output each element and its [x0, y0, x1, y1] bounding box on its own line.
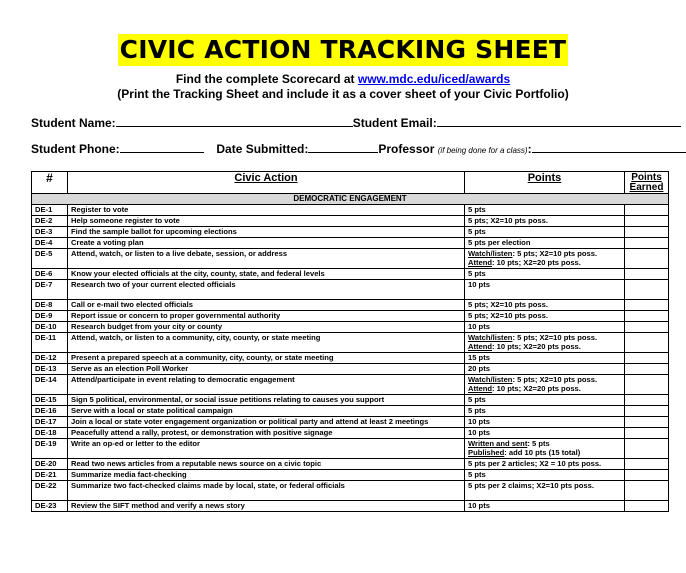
points-line-prefix: Watch/listen: [468, 375, 513, 384]
header-points: Points: [465, 172, 625, 194]
row-number: DE-19: [32, 439, 68, 459]
row-points: [465, 353, 625, 364]
row-action: Know your elected officials at the city, county, state, and federal levels: [68, 269, 465, 280]
table-row: [32, 375, 669, 395]
row-action: Help someone register to vote: [68, 216, 465, 227]
row-points: [465, 300, 625, 311]
points-line: [468, 342, 621, 351]
points-earned-cell[interactable]: [625, 311, 669, 322]
points-line-prefix: Watch/listen: [468, 333, 513, 342]
points-line-text: 5 pts: [468, 269, 486, 278]
points-line-text: 10 pts: [468, 428, 490, 437]
row-action: Summarize two fact-checked claims made by local, state, or federal officials: [68, 481, 465, 501]
table-row: [32, 205, 669, 216]
row-action: Summarize media fact-checking: [68, 470, 465, 481]
row-number: DE-17: [32, 417, 68, 428]
points-line-text: : 5 pts; X2=10 pts poss.: [512, 375, 598, 384]
points-line-text: 20 pts: [468, 364, 490, 373]
student-name-field[interactable]: [116, 114, 353, 127]
professor-field[interactable]: [532, 140, 686, 153]
row-number: DE-11: [32, 333, 68, 353]
civic-action-table: [31, 171, 669, 512]
points-line: [468, 311, 621, 320]
form-row-phone-date-professor: [31, 140, 686, 156]
points-line-text: : add 10 pts (15 total): [504, 448, 581, 458]
row-points: [465, 311, 625, 322]
row-number: DE-6: [32, 269, 68, 280]
row-action: Join a local or state voter engagement organization or political party and attend at least 2 meetings: [68, 417, 465, 428]
row-number: DE-9: [32, 311, 68, 322]
points-earned-cell[interactable]: [625, 395, 669, 406]
table-row: [32, 428, 669, 439]
row-points: [465, 417, 625, 428]
row-action: Sign 5 political, environmental, or social issue petitions relating to causes you support: [68, 395, 465, 406]
points-line-text: 5 pts: [468, 470, 486, 479]
row-points: [465, 470, 625, 481]
row-number: DE-5: [32, 249, 68, 269]
row-action: Research budget from your city or county: [68, 322, 465, 333]
row-action: Read two news articles from a reputable news source on a civic topic: [68, 459, 465, 470]
points-earned-cell[interactable]: [625, 216, 669, 227]
title-wrap: [0, 0, 686, 66]
row-action: Attend/participate in event relating to democratic engagement: [68, 375, 465, 395]
row-action: Serve with a local or state political campaign: [68, 406, 465, 417]
student-name-label: Student Name:: [31, 116, 116, 130]
points-line: [468, 333, 621, 342]
points-line-text: 10 pts: [468, 322, 490, 331]
row-action: Write an op-ed or letter to the editor: [68, 439, 465, 459]
points-line-text: 5 pts: [468, 395, 486, 404]
points-earned-cell[interactable]: [625, 205, 669, 216]
scorecard-link[interactable]: www.mdc.edu/iced/awards: [357, 72, 511, 86]
table-row: [32, 216, 669, 227]
points-line-text: : 10 pts; X2=20 pts poss.: [492, 384, 581, 394]
student-phone-field[interactable]: [120, 140, 204, 153]
header-earned-line1: Points: [631, 172, 662, 183]
points-earned-cell[interactable]: [625, 406, 669, 417]
row-points: [465, 322, 625, 333]
row-points: [465, 439, 625, 459]
points-line-text: 5 pts; X2=10 pts poss.: [468, 300, 548, 309]
points-earned-cell[interactable]: [625, 269, 669, 280]
points-earned-cell[interactable]: [625, 364, 669, 375]
professor-note: (if being done for a class): [437, 146, 528, 155]
points-line: [468, 227, 621, 236]
table-row: [32, 364, 669, 375]
points-earned-cell[interactable]: [625, 227, 669, 238]
points-line-prefix: Watch/listen: [468, 249, 513, 258]
header-points-earned: [625, 172, 669, 194]
points-line-text: 5 pts; X2=10 pts poss.: [468, 216, 548, 225]
points-line-text: 5 pts: [468, 227, 486, 236]
row-number: DE-22: [32, 481, 68, 501]
row-action: Research two of your current elected officials: [68, 280, 465, 300]
row-number: DE-15: [32, 395, 68, 406]
points-line: [468, 501, 621, 510]
row-number: DE-16: [32, 406, 68, 417]
points-line: [468, 406, 621, 415]
points-line: [468, 459, 621, 468]
points-earned-cell[interactable]: [625, 333, 669, 353]
table-row: [32, 470, 669, 481]
points-earned-cell[interactable]: [625, 375, 669, 395]
table-row: [32, 459, 669, 470]
row-number: DE-3: [32, 227, 68, 238]
points-earned-cell[interactable]: [625, 470, 669, 481]
row-action: Review the SIFT method and verify a news story: [68, 501, 465, 512]
row-points: [465, 481, 625, 501]
row-number: DE-20: [32, 459, 68, 470]
points-line-text: 5 pts; X2=10 pts poss.: [468, 311, 548, 320]
row-points: [465, 364, 625, 375]
row-number: DE-12: [32, 353, 68, 364]
student-email-field[interactable]: [437, 114, 681, 127]
points-line: [468, 249, 621, 258]
table-row: [32, 227, 669, 238]
points-line-text: 10 pts: [468, 280, 490, 289]
instruction-text: (Print the Tracking Sheet and include it as a cover sheet of your Civic Portfolio): [117, 87, 569, 101]
row-number: DE-13: [32, 364, 68, 375]
row-points: [465, 269, 625, 280]
table-row: [32, 353, 669, 364]
scorecard-prefix: Find the complete Scorecard at: [175, 72, 358, 86]
points-earned-cell[interactable]: [625, 428, 669, 439]
points-line: [468, 280, 621, 289]
table-row: [32, 269, 669, 280]
row-number: DE-18: [32, 428, 68, 439]
points-line: [468, 439, 621, 448]
date-submitted-label: Date Submitted:: [216, 142, 309, 156]
table-row: [32, 417, 669, 428]
row-points: [465, 406, 625, 417]
points-line: [468, 417, 621, 426]
points-line-prefix: Attend: [468, 342, 493, 352]
points-line: [468, 353, 621, 362]
points-line-text: 5 pts: [468, 406, 486, 415]
points-line: [468, 470, 621, 479]
points-earned-cell[interactable]: [625, 459, 669, 470]
row-points: [465, 238, 625, 249]
points-line: [468, 216, 621, 225]
points-line-text: 5 pts: [468, 205, 486, 214]
points-line-prefix: Attend: [468, 384, 493, 394]
header-earned-line2: Earned: [629, 182, 664, 193]
points-line-text: : 10 pts; X2=20 pts poss.: [492, 258, 581, 268]
points-line-text: : 5 pts: [527, 439, 550, 448]
date-submitted-field[interactable]: [308, 140, 378, 153]
points-line: [468, 481, 621, 490]
row-points: [465, 280, 625, 300]
points-line: [468, 395, 621, 404]
points-line: [468, 300, 621, 309]
table-row: [32, 311, 669, 322]
points-line-prefix: Published: [468, 448, 505, 458]
page-title: CIVIC ACTION TRACKING SHEET: [119, 35, 567, 64]
form-row-name-email: [31, 114, 681, 130]
points-line-text: : 10 pts; X2=20 pts poss.: [492, 342, 581, 352]
table-row: [32, 395, 669, 406]
header-action: Civic Action: [68, 172, 465, 194]
row-number: DE-14: [32, 375, 68, 395]
row-points: [465, 428, 625, 439]
row-number: DE-1: [32, 205, 68, 216]
row-number: DE-10: [32, 322, 68, 333]
points-line: [468, 238, 621, 247]
points-line-text: : 5 pts; X2=10 pts poss.: [512, 333, 598, 342]
points-line-text: 15 pts: [468, 353, 490, 362]
points-earned-cell[interactable]: [625, 300, 669, 311]
points-line-text: 5 pts per 2 claims; X2=10 pts poss.: [468, 481, 594, 490]
section-label: DEMOCRATIC ENGAGEMENT: [32, 194, 669, 205]
points-line: [468, 384, 621, 393]
points-line: [468, 258, 621, 267]
row-points: [465, 375, 625, 395]
points-earned-cell[interactable]: [625, 353, 669, 364]
points-earned-cell[interactable]: [625, 280, 669, 300]
table-row: [32, 322, 669, 333]
table-row: [32, 481, 669, 501]
points-line-text: 10 pts: [468, 417, 490, 426]
row-action: Register to vote: [68, 205, 465, 216]
student-phone-label: Student Phone:: [31, 142, 120, 156]
row-action: Attend, watch, or listen to a community, city, county, or state meeting: [68, 333, 465, 353]
table-row: [32, 280, 669, 300]
row-points: [465, 395, 625, 406]
section-row: [32, 194, 669, 205]
table-row: [32, 238, 669, 249]
points-line: [468, 364, 621, 373]
points-line: [468, 448, 621, 457]
points-line-text: 5 pts per election: [468, 238, 531, 247]
points-line: [468, 269, 621, 278]
points-earned-cell[interactable]: [625, 322, 669, 333]
points-earned-cell[interactable]: [625, 249, 669, 269]
points-earned-cell[interactable]: [625, 238, 669, 249]
row-action: Peacefully attend a rally, protest, or demonstration with positive signage: [68, 428, 465, 439]
row-number: DE-4: [32, 238, 68, 249]
student-email-label: Student Email:: [352, 116, 437, 130]
table-row: [32, 501, 669, 512]
professor-colon: :: [527, 142, 532, 156]
table-header-row: [32, 172, 669, 194]
points-line: [468, 375, 621, 384]
row-action: Serve as an election Poll Worker: [68, 364, 465, 375]
points-earned-cell[interactable]: [625, 439, 669, 459]
row-number: DE-21: [32, 470, 68, 481]
points-earned-cell[interactable]: [625, 481, 669, 501]
table-row: [32, 249, 669, 269]
row-points: [465, 501, 625, 512]
table-row: [32, 300, 669, 311]
points-line: [468, 428, 621, 437]
points-line-text: 5 pts per 2 articles; X2 = 10 pts poss.: [468, 459, 602, 468]
row-number: DE-23: [32, 501, 68, 512]
row-action: Call or e-mail two elected officials: [68, 300, 465, 311]
row-points: [465, 216, 625, 227]
points-line-text: 10 pts: [468, 501, 490, 510]
row-action: Report issue or concern to proper governmental authority: [68, 311, 465, 322]
table-row: [32, 333, 669, 353]
row-points: [465, 249, 625, 269]
header-num: #: [32, 172, 68, 194]
table-row: [32, 406, 669, 417]
points-line: [468, 322, 621, 331]
row-number: DE-8: [32, 300, 68, 311]
points-line-text: : 5 pts; X2=10 pts poss.: [512, 249, 598, 258]
points-earned-cell[interactable]: [625, 417, 669, 428]
row-action: Create a voting plan: [68, 238, 465, 249]
row-number: DE-7: [32, 280, 68, 300]
table-row: [32, 439, 669, 459]
row-action: Present a prepared speech at a community, city, county, or state meeting: [68, 353, 465, 364]
row-points: [465, 333, 625, 353]
scorecard-line: [0, 72, 686, 86]
row-number: DE-2: [32, 216, 68, 227]
row-action: Attend, watch, or listen to a live debate, session, or address: [68, 249, 465, 269]
professor-label: Professor: [378, 142, 435, 156]
row-action: Find the sample ballot for upcoming elections: [68, 227, 465, 238]
row-points: [465, 205, 625, 216]
points-line-prefix: Written and sent: [468, 439, 528, 448]
row-points: [465, 227, 625, 238]
points-line-prefix: Attend: [468, 258, 493, 268]
points-line: [468, 205, 621, 214]
row-points: [465, 459, 625, 470]
points-earned-cell[interactable]: [625, 501, 669, 512]
